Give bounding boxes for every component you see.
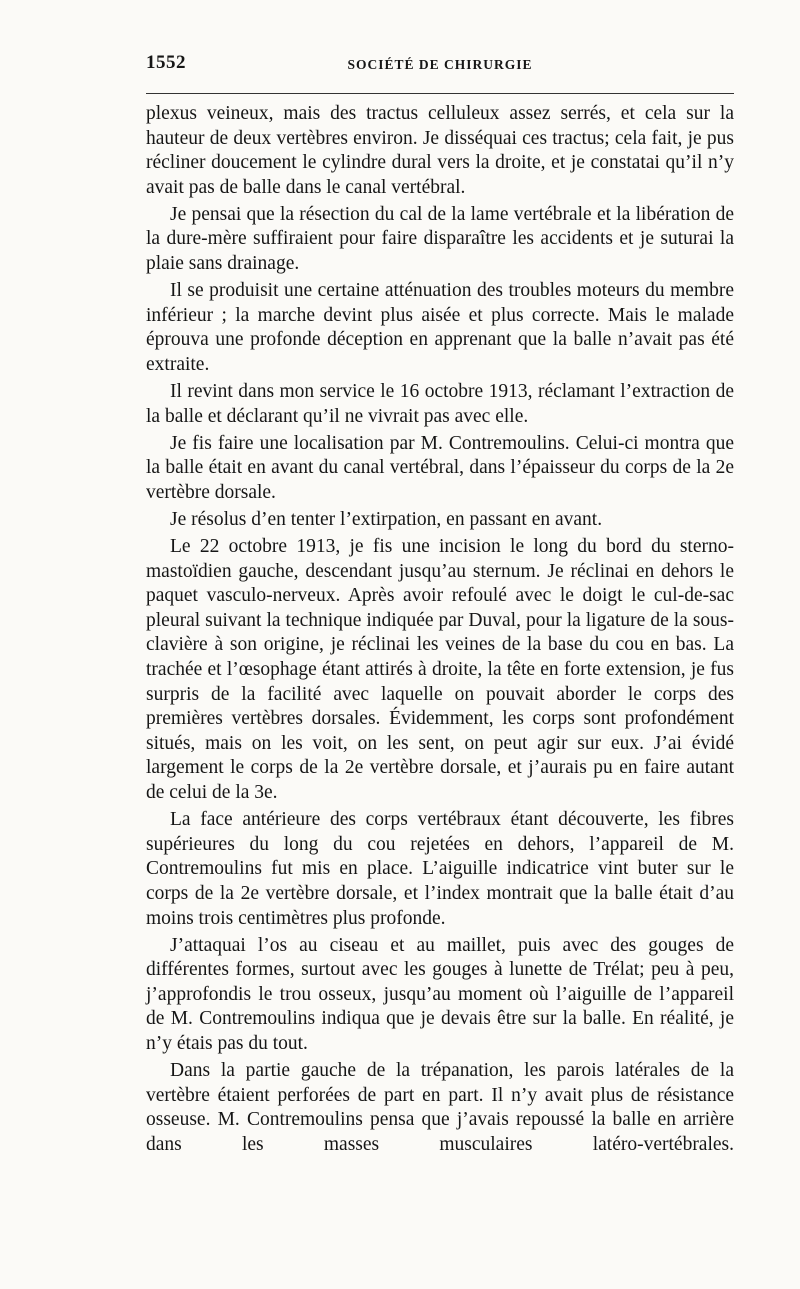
paragraph-4: Il revint dans mon service le 16 octobre 1913, réclamant l’extraction de la balle et déclarant qu’il ne vivrait pas avec elle. (146, 381, 734, 427)
paragraph-2: Je pensai que la résection du cal de la lame vertébrale et la libération de la dure-mère suffiraient pour faire disparaître les accidents et je suturai la plaie sans drainage. (146, 203, 734, 275)
page-header (146, 52, 734, 88)
document-page (146, 52, 734, 1160)
running-title: SOCIÉTÉ DE CHIRURGIE (347, 57, 533, 72)
header-rule (146, 93, 734, 94)
paragraph-9: J’attaquai l’os au ciseau et au maillet, puis avec des gouges de différentes formes, surtout avec les gouges à lunette de Trélat; peu à peu, j’approfondis le trou osseux, jusqu’au moment où l’aiguille de l’appareil de M. Contremoulins indiqua que je devais être sur la balle. En réalité, je n’y étais pas du tout. (146, 934, 734, 1054)
page-number: 1552 (146, 52, 186, 73)
paragraph-3: Il se produisit une certaine atténuation des troubles moteurs du membre inférieur ; la marche devint plus aisée et plus correcte. Mais le malade éprouva une profonde déception en apprenant que la balle n’avait pas été extraite. (146, 280, 734, 375)
paragraph-8: La face antérieure des corps vertébraux étant découverte, les fibres supérieures du long du cou rejetées en dehors, l’appareil de M. Contremoulins fut mis en place. L’aiguille indicatrice vint buter sur le corps de la 2e vertèbre dorsale, et l’index montrait que la balle était d’au moins trois centimètres plus profonde. (146, 809, 734, 929)
paragraph-10: Dans la partie gauche de la trépanation, les parois latérales de la vertèbre étaient perforées de part en part. Il n’y avait plus de résistance osseuse. M. Contremoulins pensa que j’avais repoussé la balle en arrière dans les masses musculaires latéro-vertébrales. (146, 1060, 734, 1155)
paragraph-1: plexus veineux, mais des tractus celluleux assez serrés, et cela sur la hauteur de deux vertèbres environ. Je disséquai ces tractus; cela fait, je pus récliner doucement le cylindre dural vers la droite, et je constatai qu’il n’y avait pas de balle dans le canal vertébral. (146, 103, 734, 198)
body-text (146, 102, 734, 1157)
paragraph-5: Je fis faire une localisation par M. Contremoulins. Celui-ci montra que la balle était en avant du canal vertébral, dans l’épaisseur du corps de la 2e vertèbre dorsale. (146, 432, 734, 503)
paragraph-6: Je résolus d’en tenter l’extirpation, en passant en avant. (170, 509, 603, 530)
paragraph-7: Le 22 octobre 1913, je fis une incision le long du bord du sterno-mastoïdien gauche, descendant jusqu’au sternum. Je réclinai en dehors le paquet vasculo-nerveux. Après avoir refoulé avec le doigt le cul-de-sac pleural suivant la technique indiquée par Duval, pour la ligature de la sous-clavière à son origine, je réclinai les veines de la base du cou en bas. La trachée et l’œsophage étant attirés à droite, la tête en forte extension, je fus surpris de la facilité avec laquelle on pouvait aborder le corps des premières vertèbres dorsales. Évidemment, les corps sont profondément situés, mais on les voit, on les sent, on peut agir sur eux. J’ai évidé largement le corps de la 2e vertèbre dorsale, et j’aurais pu en faire autant de celui de la 3e. (146, 536, 734, 804)
